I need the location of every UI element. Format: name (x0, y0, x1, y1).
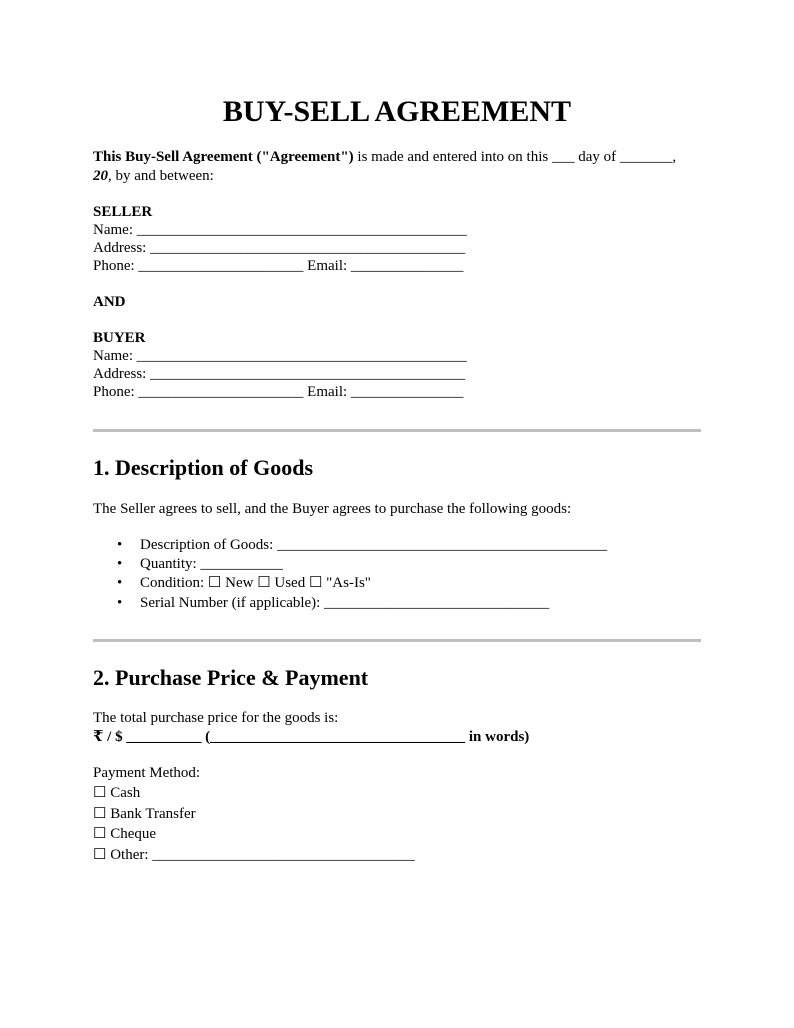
buyer-name-field: Name: ____________________________________________ (93, 348, 467, 364)
price-field: ₹ / $ __________ (__________________________________ in words) (93, 729, 530, 745)
bullet-icon: • (117, 556, 123, 572)
quantity-field: Quantity: ___________ (140, 556, 283, 572)
intro-bold: This Buy-Sell Agreement ("Agreement") (93, 149, 354, 165)
goods-description-field: Description of Goods: ____________________________________________ (140, 537, 608, 553)
intro-line2-rest: , by and between: (108, 168, 214, 184)
seller-address-field: Address: __________________________________________ (93, 240, 466, 256)
buyer-heading: BUYER (93, 330, 146, 346)
seller-name-field: Name: ____________________________________________ (93, 222, 467, 238)
section-1-paragraph: The Seller agrees to sell, and the Buyer agrees to purchase the following goods: (93, 501, 572, 517)
buyer-phone-email-field: Phone: ______________________ Email: _______________ (93, 384, 464, 400)
bullet-icon: • (117, 595, 123, 611)
payment-option-cheque: ☐ Cheque (93, 826, 157, 842)
document-title: BUY-SELL AGREEMENT (222, 95, 572, 128)
payment-method-label: Payment Method: (93, 765, 201, 781)
section-2-paragraph: The total purchase price for the goods is: (93, 710, 339, 726)
payment-option-bank-transfer: ☐ Bank Transfer (93, 806, 196, 822)
seller-phone-email-field: Phone: ______________________ Email: _______________ (93, 258, 464, 274)
intro-year: 20 (93, 168, 108, 184)
intro-line-2 (93, 167, 214, 185)
section-divider (93, 429, 701, 432)
serial-number-field: Serial Number (if applicable): ______________________________ (140, 595, 550, 611)
seller-heading: SELLER (93, 204, 153, 220)
intro-rest: is made and entered into on this ___ day of _______, (353, 149, 677, 165)
condition-field: Condition: ☐ New ☐ Used ☐ "As-Is" (140, 575, 371, 591)
payment-option-other: ☐ Other: ___________________________________ (93, 847, 415, 863)
bullet-icon: • (117, 575, 123, 591)
section-1-heading: 1. Description of Goods (93, 455, 313, 480)
section-divider (93, 639, 701, 642)
section-2-heading: 2. Purchase Price & Payment (93, 665, 369, 690)
buyer-address-field: Address: __________________________________________ (93, 366, 466, 382)
intro-line-1 (93, 148, 676, 166)
and-label: AND (93, 294, 126, 310)
payment-option-cash: ☐ Cash (93, 785, 141, 801)
bullet-icon: • (117, 537, 123, 553)
